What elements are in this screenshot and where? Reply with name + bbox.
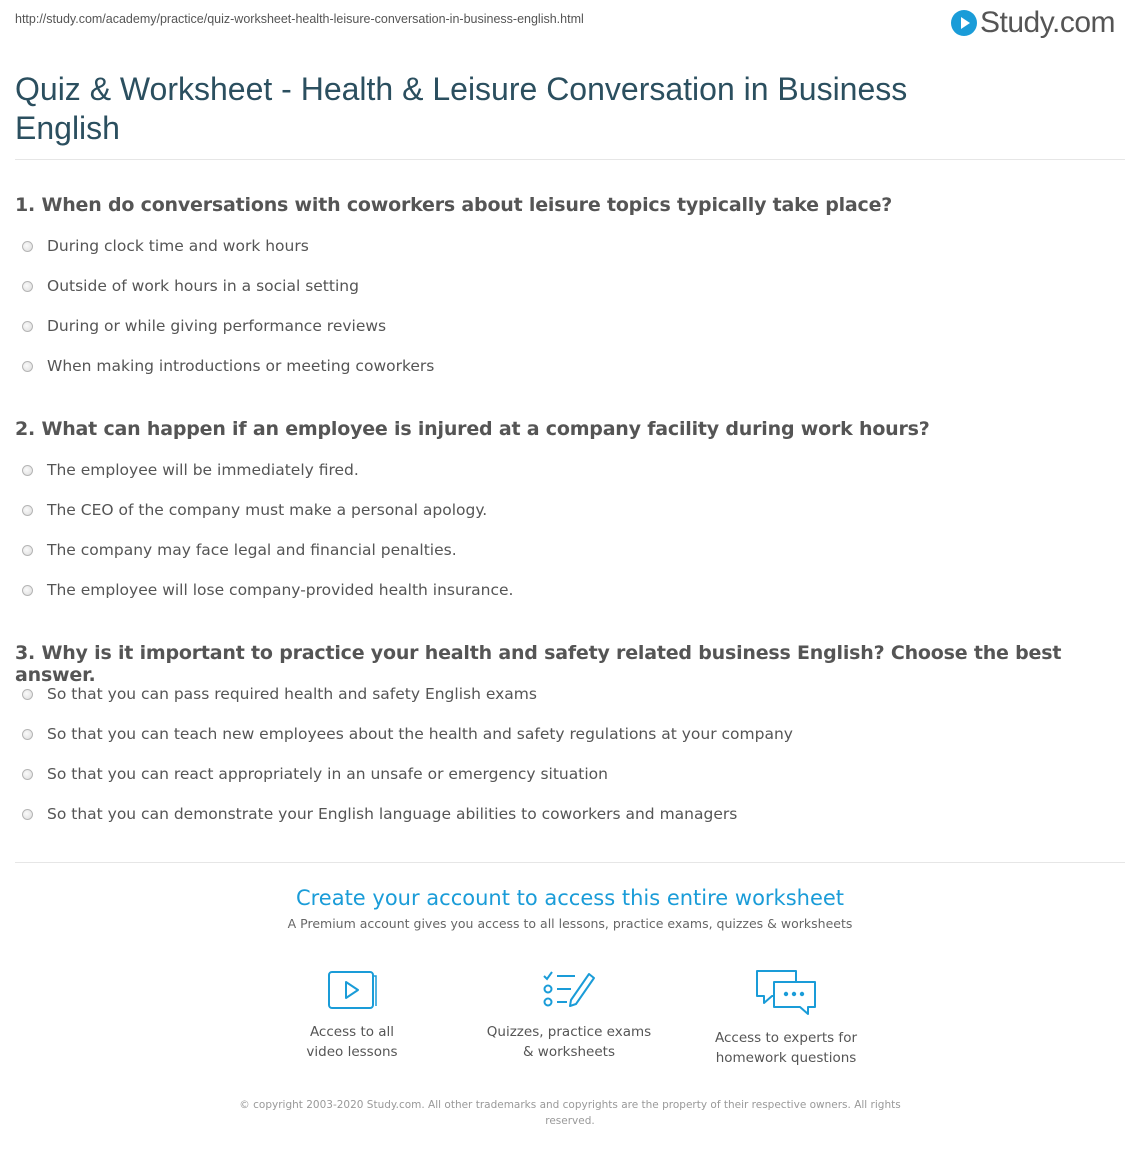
feature-quizzes xyxy=(469,968,669,1062)
premium-description: A Premium account gives you access to all lessons, practice exams, quizzes & worksheets xyxy=(287,916,853,931)
radio-button[interactable] xyxy=(22,241,33,252)
choice-label: Outside of work hours in a social setting xyxy=(47,277,359,295)
feature-experts xyxy=(686,968,886,1068)
choice-3c[interactable] xyxy=(22,765,608,783)
page-title: Quiz & Worksheet - Health & Leisure Conversation in Business English xyxy=(15,71,908,146)
radio-button[interactable] xyxy=(22,689,33,700)
feature-label-line1: Access to all xyxy=(309,1024,395,1040)
footer-line2: reserved. xyxy=(545,1115,595,1127)
quiz-checklist-icon xyxy=(541,968,597,1012)
choice-label: The CEO of the company must make a personal apology. xyxy=(47,501,488,519)
feature-label-line2: video lessons xyxy=(306,1044,398,1060)
feature-label-line2: & worksheets xyxy=(522,1044,615,1060)
choice-label: So that you can react appropriately in an unsafe or emergency situation xyxy=(47,765,608,783)
choice-3d[interactable] xyxy=(22,805,737,823)
copyright-footer xyxy=(210,1097,930,1129)
choice-label: So that you can demonstrate your English language abilities to coworkers and managers xyxy=(47,805,738,823)
radio-button[interactable] xyxy=(22,505,33,516)
feature-video-lessons xyxy=(252,968,452,1062)
radio-button[interactable] xyxy=(22,465,33,476)
create-account-link[interactable]: Create your account to access this entire worksheet xyxy=(295,886,845,910)
study-logo[interactable] xyxy=(951,6,1115,40)
question-1: 1. When do conversations with coworkers about leisure topics typically take place? xyxy=(15,194,893,216)
radio-button[interactable] xyxy=(22,809,33,820)
feature-label-line2: homework questions xyxy=(715,1050,857,1066)
question-2: 2. What can happen if an employee is injured at a company facility during work hours? xyxy=(15,418,930,440)
choice-2a[interactable] xyxy=(22,461,359,479)
choice-1d[interactable] xyxy=(22,357,434,375)
play-logo-icon xyxy=(951,10,977,36)
feature-label-line1: Quizzes, practice exams xyxy=(486,1024,652,1040)
choice-1b[interactable] xyxy=(22,277,359,295)
choice-2d[interactable] xyxy=(22,581,513,599)
section-divider xyxy=(15,862,1125,863)
choice-label: During clock time and work hours xyxy=(47,237,309,255)
choice-2b[interactable] xyxy=(22,501,487,519)
video-lessons-icon xyxy=(326,968,378,1012)
choice-label: The employee will lose company-provided health insurance. xyxy=(47,581,514,599)
choice-label: When making introductions or meeting coworkers xyxy=(47,357,435,375)
radio-button[interactable] xyxy=(22,585,33,596)
choice-label: So that you can teach new employees about the health and safety regulations at your company xyxy=(47,725,793,743)
radio-button[interactable] xyxy=(22,545,33,556)
radio-button[interactable] xyxy=(22,361,33,372)
radio-button[interactable] xyxy=(22,321,33,332)
logo-text: Study.com xyxy=(980,6,1115,39)
choice-3b[interactable] xyxy=(22,725,793,743)
chat-bubbles-icon xyxy=(754,968,818,1018)
choice-2c[interactable] xyxy=(22,541,457,559)
radio-button[interactable] xyxy=(22,769,33,780)
page-url: http://study.com/academy/practice/quiz-worksheet-health-leisure-conversation-in-business-english.html xyxy=(15,12,584,26)
choice-label: During or while giving performance reviews xyxy=(47,317,387,335)
footer-line1: © copyright 2003-2020 Study.com. All other trademarks and copyrights are the property of their respective owners. All rights xyxy=(239,1099,901,1111)
question-3: 3. Why is it important to practice your health and safety related business English? Choose the best answer. xyxy=(15,642,1062,686)
choice-1c[interactable] xyxy=(22,317,386,335)
radio-button[interactable] xyxy=(22,281,33,292)
choice-3a[interactable] xyxy=(22,685,537,703)
choice-label: The employee will be immediately fired. xyxy=(47,461,359,479)
radio-button[interactable] xyxy=(22,729,33,740)
choice-1a[interactable] xyxy=(22,237,309,255)
choice-label: So that you can pass required health and safety English exams xyxy=(47,685,537,703)
title-divider xyxy=(15,159,1125,160)
choice-label: The company may face legal and financial penalties. xyxy=(47,541,457,559)
feature-label-line1: Access to experts for xyxy=(714,1030,857,1046)
